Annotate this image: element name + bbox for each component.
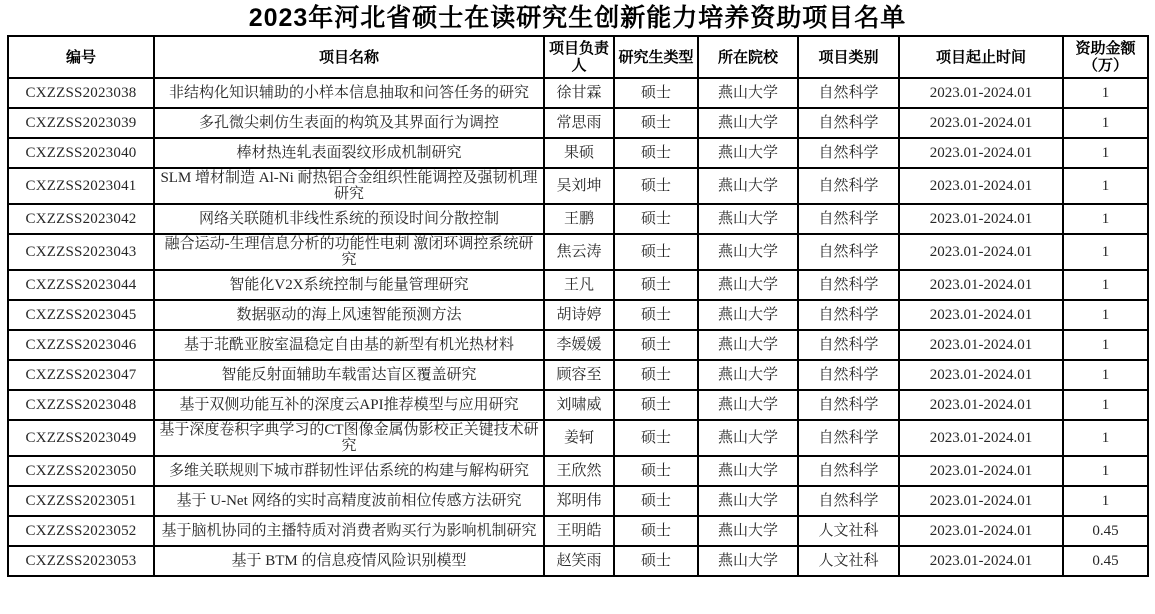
cell-funding-amount: 1	[1063, 420, 1148, 456]
cell-project-leader: 常思雨	[544, 108, 614, 138]
table-row	[8, 78, 1148, 108]
cell-project-leader: 吴刘坤	[544, 168, 614, 204]
cell-project-category: 自然科学	[798, 486, 899, 516]
cell-project-period: 2023.01-2024.01	[899, 546, 1063, 576]
cell-funding-amount: 1	[1063, 234, 1148, 270]
cell-project-leader: 焦云涛	[544, 234, 614, 270]
cell-project-leader: 刘啸威	[544, 390, 614, 420]
cell-project-leader: 王欣然	[544, 456, 614, 486]
column-header-name: 项目名称	[154, 36, 544, 78]
table-header-row	[8, 36, 1148, 78]
column-header-id: 编号	[8, 36, 154, 78]
cell-student-type: 硕士	[614, 270, 698, 300]
cell-project-category: 自然科学	[798, 456, 899, 486]
cell-project-id: CXZZSS2023053	[8, 546, 154, 576]
cell-funding-amount: 1	[1063, 390, 1148, 420]
cell-project-id: CXZZSS2023046	[8, 330, 154, 360]
cell-school: 燕山大学	[698, 390, 798, 420]
table-row	[8, 204, 1148, 234]
cell-project-period: 2023.01-2024.01	[899, 360, 1063, 390]
table-row	[8, 234, 1148, 270]
cell-funding-amount: 1	[1063, 456, 1148, 486]
cell-project-leader: 郑明伟	[544, 486, 614, 516]
cell-project-period: 2023.01-2024.01	[899, 420, 1063, 456]
cell-student-type: 硕士	[614, 138, 698, 168]
cell-project-name: 基于 BTM 的信息疫情风险识别模型	[154, 546, 544, 576]
cell-school: 燕山大学	[698, 420, 798, 456]
cell-student-type: 硕士	[614, 234, 698, 270]
cell-project-category: 自然科学	[798, 330, 899, 360]
cell-project-name: 基于脑机协同的主播特质对消费者购买行为影响机制研究	[154, 516, 544, 546]
table-row	[8, 486, 1148, 516]
cell-project-id: CXZZSS2023052	[8, 516, 154, 546]
cell-project-leader: 姜轲	[544, 420, 614, 456]
cell-project-name: 棒材热连轧表面裂纹形成机制研究	[154, 138, 544, 168]
cell-project-name: 融合运动-生理信息分析的功能性电刺 激闭环调控系统研究	[154, 234, 544, 270]
cell-project-category: 自然科学	[798, 300, 899, 330]
cell-project-name: 智能化V2X系统控制与能量管理研究	[154, 270, 544, 300]
cell-project-leader: 王鹏	[544, 204, 614, 234]
cell-project-id: CXZZSS2023041	[8, 168, 154, 204]
cell-project-name: SLM 增材制造 Al-Ni 耐热铝合金组织性能调控及强韧机理研究	[154, 168, 544, 204]
cell-funding-amount: 1	[1063, 78, 1148, 108]
cell-project-leader: 顾容至	[544, 360, 614, 390]
cell-project-period: 2023.01-2024.01	[899, 168, 1063, 204]
cell-project-leader: 王凡	[544, 270, 614, 300]
projects-table	[7, 35, 1149, 577]
cell-school: 燕山大学	[698, 330, 798, 360]
column-header-amount: 资助金额（万）	[1063, 36, 1148, 78]
column-header-category: 项目类别	[798, 36, 899, 78]
table-row	[8, 516, 1148, 546]
cell-funding-amount: 1	[1063, 360, 1148, 390]
cell-student-type: 硕士	[614, 456, 698, 486]
cell-project-name: 网络关联随机非线性系统的预设时间分散控制	[154, 204, 544, 234]
cell-project-leader: 李媛媛	[544, 330, 614, 360]
column-header-school: 所在院校	[698, 36, 798, 78]
cell-project-category: 自然科学	[798, 360, 899, 390]
cell-project-id: CXZZSS2023042	[8, 204, 154, 234]
cell-project-category: 自然科学	[798, 234, 899, 270]
cell-funding-amount: 1	[1063, 108, 1148, 138]
cell-student-type: 硕士	[614, 390, 698, 420]
cell-project-category: 人文社科	[798, 546, 899, 576]
cell-project-period: 2023.01-2024.01	[899, 108, 1063, 138]
cell-student-type: 硕士	[614, 420, 698, 456]
cell-funding-amount: 1	[1063, 270, 1148, 300]
table-row	[8, 360, 1148, 390]
cell-project-category: 自然科学	[798, 108, 899, 138]
cell-school: 燕山大学	[698, 516, 798, 546]
cell-project-leader: 徐甘霖	[544, 78, 614, 108]
cell-project-name: 基于双侧功能互补的深度云API推荐模型与应用研究	[154, 390, 544, 420]
cell-funding-amount: 1	[1063, 300, 1148, 330]
cell-funding-amount: 1	[1063, 330, 1148, 360]
cell-school: 燕山大学	[698, 108, 798, 138]
cell-project-period: 2023.01-2024.01	[899, 234, 1063, 270]
cell-funding-amount: 1	[1063, 204, 1148, 234]
cell-school: 燕山大学	[698, 168, 798, 204]
column-header-type: 研究生类型	[614, 36, 698, 78]
cell-project-category: 自然科学	[798, 78, 899, 108]
cell-project-period: 2023.01-2024.01	[899, 204, 1063, 234]
cell-school: 燕山大学	[698, 204, 798, 234]
column-header-leader: 项目负责人	[544, 36, 614, 78]
cell-project-period: 2023.01-2024.01	[899, 456, 1063, 486]
cell-project-id: CXZZSS2023049	[8, 420, 154, 456]
cell-project-category: 自然科学	[798, 270, 899, 300]
cell-school: 燕山大学	[698, 138, 798, 168]
cell-project-category: 自然科学	[798, 390, 899, 420]
cell-school: 燕山大学	[698, 78, 798, 108]
cell-school: 燕山大学	[698, 234, 798, 270]
cell-project-id: CXZZSS2023050	[8, 456, 154, 486]
cell-project-id: CXZZSS2023047	[8, 360, 154, 390]
cell-funding-amount: 1	[1063, 168, 1148, 204]
cell-student-type: 硕士	[614, 108, 698, 138]
table-row	[8, 300, 1148, 330]
cell-student-type: 硕士	[614, 546, 698, 576]
cell-project-name: 基于苝酰亚胺室温稳定自由基的新型有机光热材料	[154, 330, 544, 360]
cell-project-name: 多孔微尖刺仿生表面的构筑及其界面行为调控	[154, 108, 544, 138]
cell-project-period: 2023.01-2024.01	[899, 330, 1063, 360]
table-row	[8, 420, 1148, 456]
cell-funding-amount: 1	[1063, 138, 1148, 168]
cell-project-category: 自然科学	[798, 420, 899, 456]
cell-student-type: 硕士	[614, 300, 698, 330]
cell-student-type: 硕士	[614, 516, 698, 546]
cell-school: 燕山大学	[698, 546, 798, 576]
cell-project-name: 智能反射面辅助车载雷达盲区覆盖研究	[154, 360, 544, 390]
cell-school: 燕山大学	[698, 360, 798, 390]
cell-student-type: 硕士	[614, 486, 698, 516]
cell-student-type: 硕士	[614, 330, 698, 360]
cell-project-id: CXZZSS2023043	[8, 234, 154, 270]
cell-project-category: 人文社科	[798, 516, 899, 546]
cell-school: 燕山大学	[698, 486, 798, 516]
cell-project-category: 自然科学	[798, 204, 899, 234]
cell-project-id: CXZZSS2023040	[8, 138, 154, 168]
cell-school: 燕山大学	[698, 300, 798, 330]
cell-funding-amount: 1	[1063, 486, 1148, 516]
page-title: 2023年河北省硕士在读研究生创新能力培养资助项目名单	[248, 4, 907, 32]
cell-project-name: 基于深度卷积字典学习的CT图像金属伪影校正关键技术研究	[154, 420, 544, 456]
cell-funding-amount: 0.45	[1063, 516, 1148, 546]
cell-project-period: 2023.01-2024.01	[899, 390, 1063, 420]
cell-project-period: 2023.01-2024.01	[899, 78, 1063, 108]
table-row	[8, 546, 1148, 576]
cell-project-id: CXZZSS2023039	[8, 108, 154, 138]
cell-project-id: CXZZSS2023038	[8, 78, 154, 108]
table-row	[8, 330, 1148, 360]
table-row	[8, 138, 1148, 168]
cell-student-type: 硕士	[614, 360, 698, 390]
cell-project-leader: 王明皓	[544, 516, 614, 546]
table-row	[8, 108, 1148, 138]
table-row	[8, 456, 1148, 486]
cell-project-period: 2023.01-2024.01	[899, 300, 1063, 330]
cell-project-category: 自然科学	[798, 168, 899, 204]
cell-project-name: 基于 U-Net 网络的实时高精度波前相位传感方法研究	[154, 486, 544, 516]
cell-project-category: 自然科学	[798, 138, 899, 168]
cell-student-type: 硕士	[614, 204, 698, 234]
cell-project-name: 非结构化知识辅助的小样本信息抽取和问答任务的研究	[154, 78, 544, 108]
cell-project-period: 2023.01-2024.01	[899, 516, 1063, 546]
table-row	[8, 390, 1148, 420]
cell-project-id: CXZZSS2023048	[8, 390, 154, 420]
cell-project-leader: 赵笑雨	[544, 546, 614, 576]
column-header-period: 项目起止时间	[899, 36, 1063, 78]
cell-project-leader: 胡诗婷	[544, 300, 614, 330]
cell-project-id: CXZZSS2023051	[8, 486, 154, 516]
cell-project-period: 2023.01-2024.01	[899, 270, 1063, 300]
cell-school: 燕山大学	[698, 270, 798, 300]
cell-student-type: 硕士	[614, 78, 698, 108]
cell-project-name: 数据驱动的海上风速智能预测方法	[154, 300, 544, 330]
cell-project-period: 2023.01-2024.01	[899, 486, 1063, 516]
cell-project-leader: 果硕	[544, 138, 614, 168]
cell-project-id: CXZZSS2023044	[8, 270, 154, 300]
cell-student-type: 硕士	[614, 168, 698, 204]
cell-project-id: CXZZSS2023045	[8, 300, 154, 330]
table-row	[8, 270, 1148, 300]
cell-funding-amount: 0.45	[1063, 546, 1148, 576]
cell-school: 燕山大学	[698, 456, 798, 486]
table-row	[8, 168, 1148, 204]
cell-project-period: 2023.01-2024.01	[899, 138, 1063, 168]
cell-project-name: 多维关联规则下城市群韧性评估系统的构建与解构研究	[154, 456, 544, 486]
table-body	[8, 78, 1148, 576]
